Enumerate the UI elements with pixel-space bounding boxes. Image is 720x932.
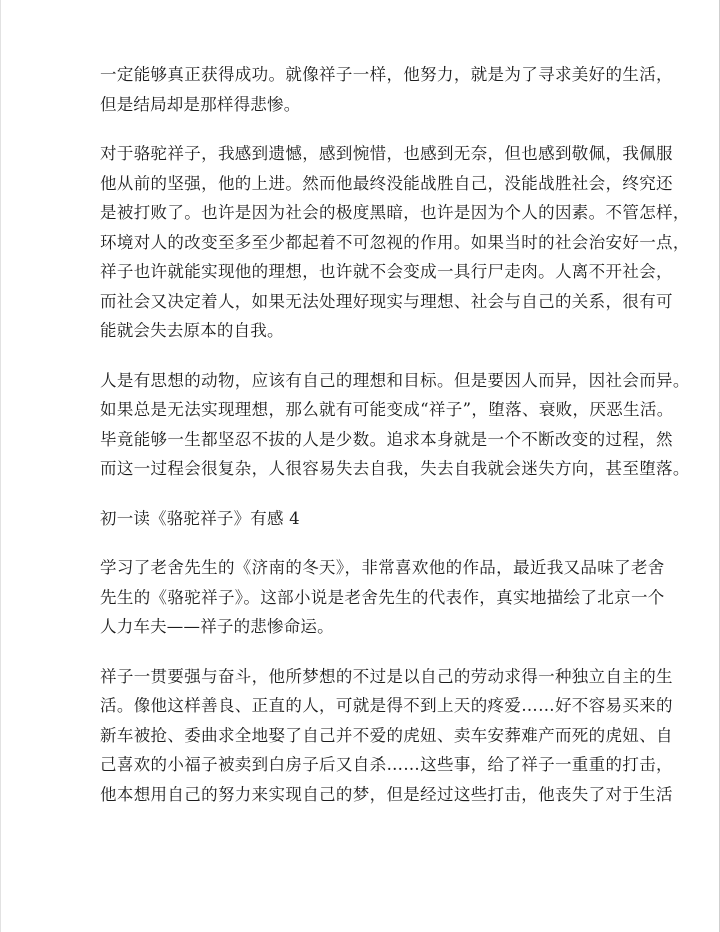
text-line: 祥子一贯要强与奋斗，他所梦想的不过是以自己的劳动求得一种独立自主的生: [100, 666, 673, 686]
text-line: 环境对人的改变至多至少都起着不可忽视的作用。如果当时的社会治安好一点，: [100, 232, 690, 252]
page-left-edge: [0, 0, 1, 932]
paragraph: [100, 366, 690, 484]
paragraph: [100, 60, 680, 119]
text-line: 活。像他这样善良、正直的人，可就是得不到上天的疼爱……好不容易买来的: [100, 696, 673, 715]
paragraph: [100, 662, 680, 810]
text-line: 对于骆驼祥子，我感到遗憾，感到惋惜，也感到无奈，但也感到敬佩，我佩服: [100, 144, 673, 163]
heading-text: 初一读《骆驼祥子》有感 4: [100, 508, 300, 528]
text-line: 新车被抢、委曲求全地娶了自己并不爱的虎妞、卖车安葬难产而死的虎妞、自: [100, 725, 673, 745]
text-line: 能就会失去原本的自我。: [100, 321, 284, 340]
text-line: 己喜欢的小福子被卖到白房子后又自杀……这些事，给了祥子一重重的打击，: [100, 755, 673, 774]
text-line: 如果总是无法实现理想，那么就有可能变成“祥子”，堕落、衰败，厌恶生活。: [100, 400, 674, 419]
paragraph: [100, 553, 680, 642]
section-heading: [100, 504, 680, 534]
text-line: 他从前的坚强，他的上进。然而他最终没能战胜自己，没能战胜社会，终究还: [100, 173, 673, 193]
text-line: 他本想用自己的努力来实现自己的梦，但是经过这些打击，他丧失了对于生活: [100, 784, 673, 804]
text-line: 祥子也许就能实现他的理想，也许就不会变成一具行尸走肉。人离不开社会，: [100, 262, 673, 281]
text-line: 人力车夫——祥子的悲惨命运。: [100, 617, 334, 636]
text-line: 人是有思想的动物，应该有自己的理想和目标。但是要因人而异，因社会而异。: [100, 370, 690, 390]
text-line: 毕竟能够一生都坚忍不拔的人是少数。追求本身就是一个不断改变的过程，然: [100, 429, 673, 449]
document-body: [100, 60, 690, 829]
text-line: 是被打败了。也许是因为社会的极度黑暗，也许是因为个人的因素。不管怎样，: [100, 203, 690, 222]
text-line: 但是结局却是那样得悲惨。: [100, 94, 301, 114]
text-line: 先生的《骆驼祥子》。这部小说是老舍先生的代表作，真实地描绘了北京一个: [100, 587, 665, 607]
text-line: 而这一过程会很复杂，人很容易失去自我，失去自我就会迷失方向，甚至堕落。: [100, 459, 690, 478]
text-line: 一定能够真正获得成功。就像祥子一样，他努力，就是为了寻求美好的生活，: [100, 65, 673, 84]
text-line: 而社会又决定着人，如果无法处理好现实与理想、社会与自己的关系，很有可: [100, 291, 673, 311]
paragraph: [100, 139, 690, 346]
text-line: 学习了老舍先生的《济南的冬天》，非常喜欢他的作品，最近我又品味了老舍: [100, 558, 665, 577]
